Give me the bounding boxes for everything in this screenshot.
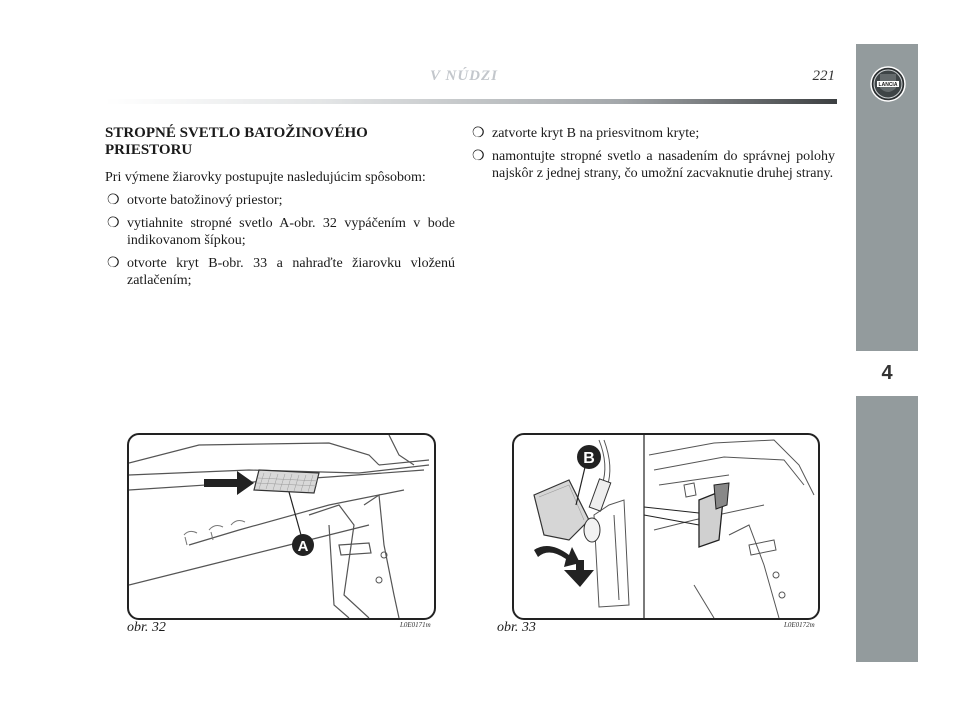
- bullet-icon: ❍: [472, 126, 485, 141]
- figure-32-code: L0E0171m: [400, 621, 431, 629]
- list-item: ❍ otvorte batožinový priestor;: [107, 193, 283, 208]
- instruction-list-left: [105, 192, 455, 289]
- figure-33-caption: obr. 33: [497, 620, 536, 635]
- page-number: 221: [812, 68, 835, 84]
- figure-label-b: B: [583, 450, 595, 467]
- logo-text: LANCIA: [878, 82, 898, 88]
- bullet-icon: ❍: [472, 149, 485, 164]
- intro-text: Pri výmene žiarovky postupujte nasledujúcim spôsobom:: [105, 170, 426, 185]
- right-column: [470, 125, 835, 188]
- section-heading: STROPNÉ SVETLO BATOŽINOVÉHO PRIESTORU: [105, 125, 368, 158]
- bullet-icon: ❍: [107, 193, 120, 208]
- figure-label-a: A: [297, 538, 309, 555]
- list-item: ❍ otvorte kryt B-obr. 33 a nahraďte žiarovku vloženú zatlačením;: [107, 256, 455, 288]
- list-item: ❍ vytiahnite stropné svetlo A-obr. 32 vypáčením v bode indikovanom šípkou;: [107, 216, 455, 248]
- list-item: ❍ zatvorte kryt B na priesvitnom kryte;: [472, 126, 700, 141]
- chapter-sidebar: [856, 44, 918, 662]
- header-rule: [105, 99, 837, 104]
- bullet-icon: ❍: [107, 216, 120, 231]
- bullet-icon: ❍: [107, 256, 120, 271]
- instruction-list-right: [470, 125, 835, 182]
- header-title: V NÚDZI: [430, 68, 498, 84]
- left-column: [105, 125, 455, 295]
- figure-33-code: L0E0172m: [784, 621, 815, 629]
- chapter-number: 4: [856, 349, 918, 396]
- figure-32-caption: obr. 32: [127, 620, 166, 635]
- list-item: ❍ namontujte stropné svetlo a nasadením do správnej polohy najskôr z jednej strany, čo umožní zacvaknutie druhej strany.: [472, 149, 835, 181]
- figure-33-illustration: [512, 433, 820, 620]
- lancia-logo: [870, 66, 906, 102]
- figure-32-illustration: [127, 433, 436, 620]
